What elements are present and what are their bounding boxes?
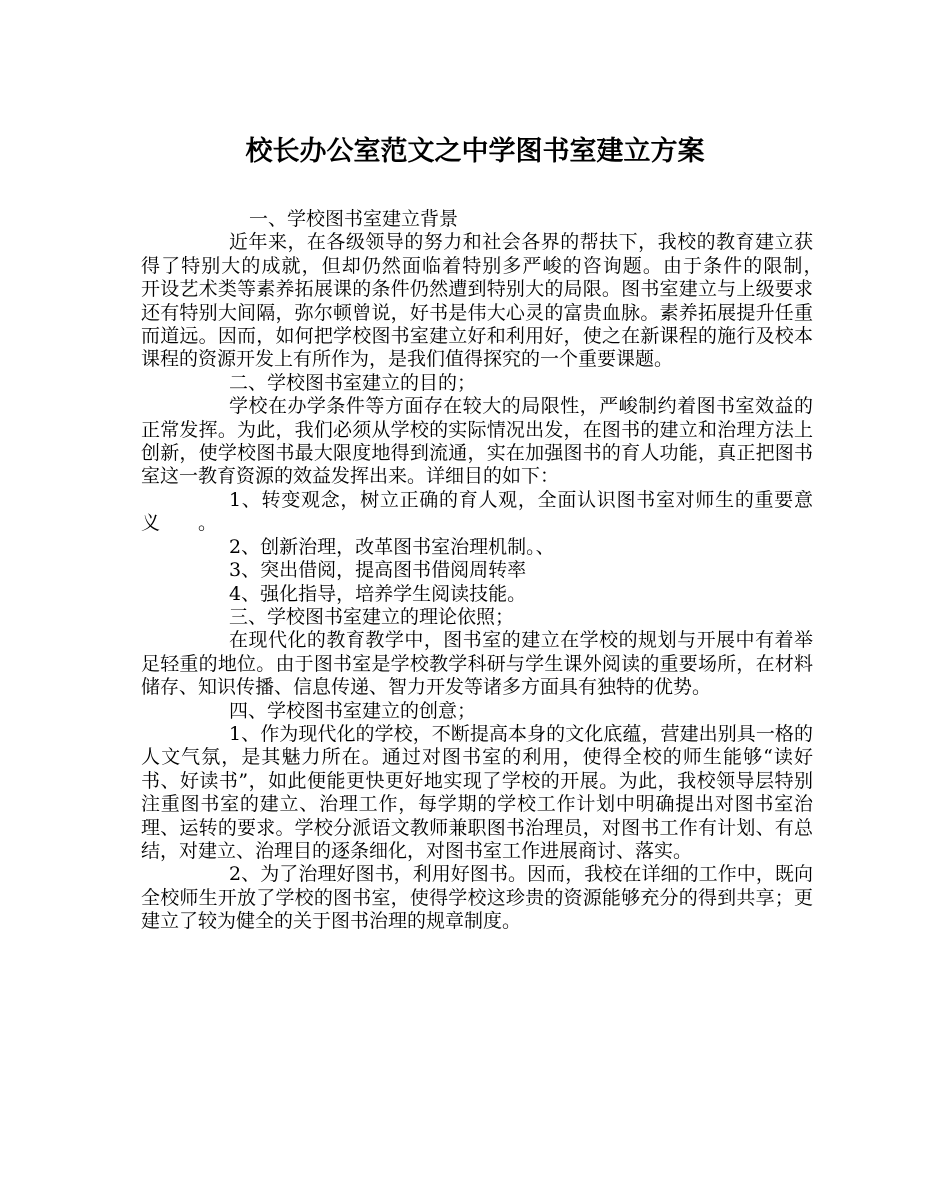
section-heading-1: 一、学校图书室建立背景 bbox=[249, 208, 459, 230]
paragraph-idea-2: 2、为了治理好图书，利用好图书。因而，我校在详细的工作中，既向全校师生开放了学校的图书室，使得学校这珍贵的资源能够充分的得到共享；更建立了较为健全的关于图书治理的规章制度。 bbox=[141, 863, 813, 933]
list-item: 1、转变观念，树立正确的育人观，全面认识图书室对师生的重要意义 。 bbox=[141, 488, 813, 535]
paragraph-background: 近年来，在各级领导的努力和社会各界的帮扶下，我校的教育建立获得了特别大的成就，但却仍然面临着特别多严峻的咨询题。由于条件的限制， 开设艺术类等素养拓展课的条件仍然遭到特别大的局限。图书室建立与上级要求还有特别大间隔，弥尔顿曾说，好书是伟大心灵的富贵血脉。素养拓展提升任重而道远。因而，如何把学校图书室建立好和利用好，使之在新课程的施行及校本课程的资源开发上有所作为，是我们值得探究的一个重要课题。 bbox=[141, 231, 833, 371]
section-heading-2: 二、学校图书室建立的目的； bbox=[229, 371, 477, 394]
list-item: 3、突出借阅，提高图书借阅周转率 bbox=[229, 559, 527, 582]
document-title: 校长办公室范文之中学图书室建立方案 bbox=[245, 136, 705, 167]
list-item: 4、强化指导，培养学生阅读技能。 bbox=[229, 582, 527, 605]
paragraph-purpose: 学校在办学条件等方面存在较大的局限性，严峻制约着图书室效益的正常发挥。为此，我们必须从学校的实际情况出发，在图书的建立和治理方法上创新，使学校图书最大限度地得到流通，实在加强图书的育人功能，真正把图书室这一教育资源的效益发挥出来。详细目的如下： bbox=[141, 395, 813, 488]
paragraph-theory: 在现代化的教育教学中，图书室的建立在学校的规划与开展中有着举足轻重的地位。由于图书室是学校教学科研与学生课外阅读的重要场所，在材料储存、知识传播、信息传递、智力开发等诸多方面具有独特的优势。 bbox=[141, 629, 813, 699]
section-heading-4: 四、学校图书室建立的创意； bbox=[229, 699, 477, 722]
section-heading-3: 三、学校图书室建立的理论依照； bbox=[229, 605, 515, 628]
list-item: 2、创新治理，改革图书室治理机制。、 bbox=[229, 535, 555, 558]
paragraph-idea-1: 1、作为现代化的学校，不断提高本身的文化底蕴，营建出别具一格的人文气氛，是其魅力所在。通过对图书室的利用，使得全校的师生能够“读好书、好读书”，如此便能更快更好地实现了学校的开展。为此，我校领导层特别注重图书室的建立、治理工作，每学期的学校工作计划中明确提出对图书室治理、运转的要求。学校分派语文教师兼职图书治理员，对图书工作有计划、有总结，对建立、治理目的逐条细化，对图书室工作进展商讨、落实。 bbox=[141, 722, 813, 862]
document-body bbox=[141, 208, 833, 934]
